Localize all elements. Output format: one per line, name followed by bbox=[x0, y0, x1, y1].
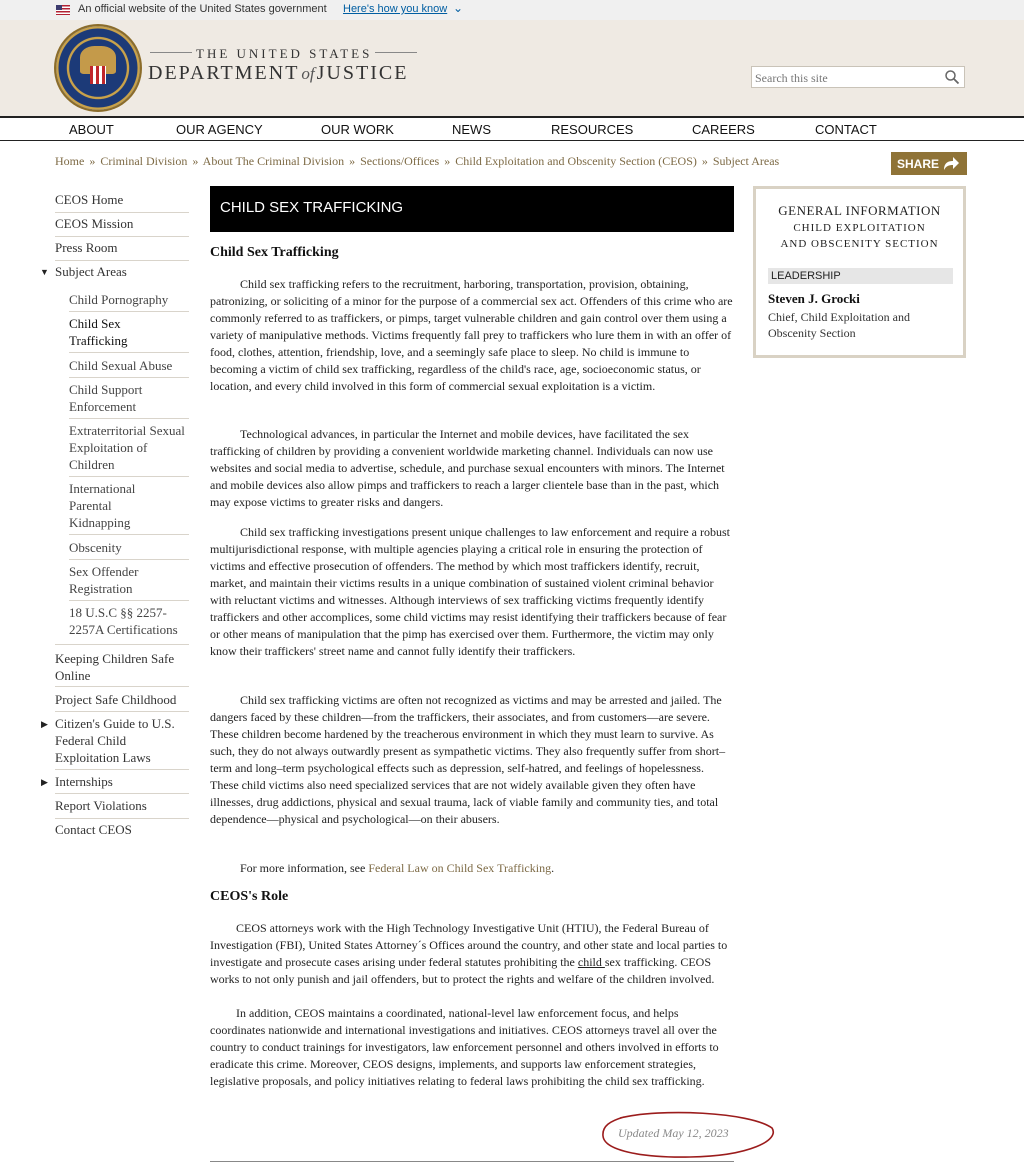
sidebar-divider bbox=[69, 534, 189, 535]
breadcrumb-separator: » bbox=[701, 154, 708, 168]
breadcrumb-about-criminal-division[interactable]: About The Criminal Division bbox=[202, 154, 345, 168]
sidebar-sub-2257-certifications[interactable]: 18 U.S.C §§ 2257-2257A Certifications bbox=[69, 605, 178, 637]
sidebar-item-citizens-guide[interactable]: Citizen's Guide to U.S. Federal Child Exploitation Laws bbox=[55, 716, 175, 765]
nav-resources[interactable]: RESOURCES bbox=[551, 122, 634, 137]
nav-our-work[interactable]: OUR WORK bbox=[321, 122, 394, 137]
breadcrumb-ceos[interactable]: Child Exploitation and Obscenity Section (CEOS) bbox=[455, 154, 697, 168]
breadcrumb-subject-areas[interactable]: Subject Areas bbox=[712, 154, 780, 168]
sidebar-sub-sex-offender-registration[interactable]: Sex Offender Registration bbox=[69, 564, 139, 596]
gov-banner-text: An official website of the United States government bbox=[78, 3, 327, 15]
search-input[interactable] bbox=[753, 68, 937, 88]
chevron-down-icon[interactable]: ⌄ bbox=[453, 1, 464, 15]
sidebar-item-ceos-home[interactable]: CEOS Home bbox=[55, 192, 124, 207]
doj-seal-logo[interactable] bbox=[56, 26, 140, 110]
gov-banner bbox=[0, 0, 1024, 20]
main-nav bbox=[0, 116, 1024, 141]
leadership-label: LEADERSHIP bbox=[768, 268, 953, 284]
triangle-right-icon[interactable]: ▶ bbox=[41, 777, 48, 787]
sidebar-divider bbox=[55, 644, 189, 645]
breadcrumb-separator: » bbox=[349, 154, 356, 168]
sidebar-item-subject-areas[interactable]: Subject Areas bbox=[55, 264, 127, 279]
sidebar-sub-child-pornography[interactable]: Child Pornography bbox=[69, 292, 169, 307]
title-rule-left bbox=[150, 52, 192, 53]
sidebar-sub-extraterritorial[interactable]: Extraterritorial Sexual Exploitation of Children bbox=[69, 423, 185, 472]
site-title-top: THE UNITED STATES bbox=[196, 46, 373, 61]
paragraph-text: In addition, CEOS maintains a coordinated, national-level law enforcement focus, and helps coordinates nationwide and international investigations and initiatives. CEOS attorneys travel all over the country to conduct trainings for investigators, law enforcement personnel and others involved in efforts to eradicate this crime. Moreover, CEOS designs, implements, and supports law enforcement strategies, legislative proposals, and policy initiatives relating to federal laws prohibiting the child sex trafficking. bbox=[210, 1006, 719, 1088]
breadcrumb-separator: » bbox=[444, 154, 451, 168]
content-bottom-rule bbox=[210, 1161, 734, 1162]
sidebar-divider bbox=[55, 212, 189, 213]
triangle-right-icon[interactable]: ▶ bbox=[41, 719, 48, 729]
share-arrow-icon bbox=[941, 155, 961, 172]
nav-news[interactable]: NEWS bbox=[452, 122, 491, 137]
sidebar-divider bbox=[69, 559, 189, 560]
paragraph-text: sex trafficking. CEOS works to not only punish and jail offenders, but to protect the rights and welfare of the children involved. bbox=[210, 955, 715, 986]
paragraph-more-info bbox=[210, 860, 734, 877]
breadcrumb-separator: » bbox=[192, 154, 199, 168]
share-button[interactable] bbox=[891, 152, 967, 175]
seal-shield bbox=[90, 66, 106, 84]
general-information-box bbox=[753, 186, 966, 358]
paragraph-ceos-role bbox=[210, 920, 734, 988]
sidebar-sub-child-sexual-abuse[interactable]: Child Sexual Abuse bbox=[69, 358, 173, 373]
sidebar-item-keeping-children-safe[interactable]: Keeping Children Safe Online bbox=[55, 651, 175, 683]
paragraph-text: Technological advances, in particular the Internet and mobile devices, have facilitated the sex trafficking of children by providing a convenient worldwide marketing channel. Individuals can now use websites and social media to advertise, schedule, and purchase sexual encounters with minors. The Internet and mobile devices also allow pimps and traffickers to reach a larger clientele base than in the past, which may expose victims to greater risks and dangers. bbox=[210, 427, 725, 509]
breadcrumb-criminal-division[interactable]: Criminal Division bbox=[100, 154, 188, 168]
sidebar-item-ceos-mission[interactable]: CEOS Mission bbox=[55, 216, 134, 231]
sidebar-sub-obscenity[interactable]: Obscenity bbox=[69, 540, 122, 555]
paragraph-text: CEOS attorneys work with the High Technology Investigative Unit (HTIU), the Federal Bureau of Investigation (FBI), United States Attorney´s Offices around the country, and other state and local parties to investigate and prosecute cases arising under federal statutes prohibiting the bbox=[210, 921, 728, 969]
sidebar-divider bbox=[69, 311, 189, 312]
sidebar-item-internships[interactable]: Internships bbox=[55, 774, 113, 789]
breadcrumb-separator: » bbox=[89, 154, 96, 168]
red-annotation-circle bbox=[600, 1110, 778, 1160]
paragraph-ceos-addition bbox=[210, 1005, 734, 1090]
sidebar-divider bbox=[69, 600, 189, 601]
more-info-prefix: For more information, see bbox=[240, 861, 369, 875]
sidebar-divider bbox=[55, 793, 189, 794]
search-icon[interactable] bbox=[944, 69, 960, 85]
title-rule-right bbox=[375, 52, 417, 53]
sidebar-divider bbox=[69, 418, 189, 419]
sidebar-item-press-room[interactable]: Press Room bbox=[55, 240, 118, 255]
paragraph-victims bbox=[210, 692, 734, 828]
leader-name: Steven J. Grocki bbox=[768, 291, 860, 306]
nav-careers[interactable]: CAREERS bbox=[692, 122, 755, 137]
sidebar-item-project-safe-childhood[interactable]: Project Safe Childhood bbox=[55, 692, 177, 707]
sidebar-sub-child-support-enforcement[interactable]: Child Support Enforcement bbox=[69, 382, 143, 414]
site-title[interactable] bbox=[148, 62, 408, 85]
breadcrumb bbox=[55, 154, 875, 169]
sidebar-divider bbox=[55, 769, 189, 770]
page-title-bar bbox=[210, 186, 734, 232]
triangle-down-icon[interactable]: ▼ bbox=[40, 267, 49, 277]
site-title-department: DEPARTMENT bbox=[148, 62, 300, 84]
more-info-suffix: . bbox=[551, 861, 555, 875]
updated-date: Updated May 12, 2023 bbox=[618, 1126, 729, 1140]
paragraph-text: Child sex trafficking investigations present unique challenges to law enforcement and require a robust multijurisdictional response, with multiple agencies playing a critical role in ensuring the protection of victims and effective prosecution of offenders. The method by which most traffickers identify, recruit, market, and maintain their victims results in a unique combination of sustained violent criminal behavior with reluctant victims and witnesses. Although interviews of sex trafficking victims frequently identify traffickers and other accomplices, some child victims may resist identifying their traffickers because of fear or other means of manipulation that the pimp has exercised over them. Furthermore, the victim may only know their traffickers' street name and cannot fully identify their traffickers. bbox=[210, 525, 730, 658]
site-title-justice: JUSTICE bbox=[316, 62, 409, 84]
nav-our-agency[interactable]: OUR AGENCY bbox=[176, 122, 263, 137]
paragraph-definition bbox=[210, 276, 734, 395]
sidebar-item-contact-ceos[interactable]: Contact CEOS bbox=[55, 822, 132, 837]
site-title-of: of bbox=[301, 64, 315, 83]
section-heading-child-sex-trafficking: Child Sex Trafficking bbox=[210, 245, 339, 260]
leader-role: Chief, Child Exploitation and Obscenity Section bbox=[768, 310, 910, 340]
federal-law-link[interactable]: Federal Law on Child Sex Trafficking bbox=[368, 861, 552, 875]
sidebar-sub-child-sex-trafficking[interactable]: Child Sex Trafficking bbox=[69, 316, 128, 348]
paragraph-text: Child sex trafficking refers to the recruitment, harboring, transportation, provision, obtaining, patronizing, or soliciting of a minor for the purpose of a commercial sex act. Offenders of this crime who are commonly referred to as traffickers, or pimps, target vulnerable children and gain control over them using a variety of manipulative methods. Victims frequently fall prey to traffickers who lure them in with an offer of food, clothes, attention, friendship, love, and a seemingly safe place to sleep. No child is immune to becoming a victim of child sex trafficking, regardless of the child's race, age, socioeconomic status, or location, and every child involved in this form of commercial sexual exploitation is a victim. bbox=[210, 277, 733, 393]
page-title: CHILD SEX TRAFFICKING bbox=[220, 199, 404, 216]
heres-how-you-know-link[interactable]: Here's how you know bbox=[343, 3, 448, 15]
site-header bbox=[0, 20, 1024, 116]
sidebar-divider bbox=[55, 686, 189, 687]
nav-about[interactable]: ABOUT bbox=[69, 122, 114, 137]
sidebar-divider bbox=[69, 352, 189, 353]
search-box bbox=[751, 66, 965, 88]
breadcrumb-sections-offices[interactable]: Sections/Offices bbox=[360, 154, 440, 168]
sidebar-divider bbox=[69, 476, 189, 477]
paragraph-text: Child sex trafficking victims are often not recognized as victims and may be arrested and jailed. The dangers faced by these children—from the traffickers, their associates, and from customers—are severe. These children become hardened by the treacherous environment in which they must learn to survive. As such, they do not always outwardly present as sympathetic victims. They also frequently suffer from short–term and long–term psychological effects such as depression, self-hatred, and feelings of hopelessness. These child victims also need specialized services that are not widely available given they often have illnesses, drug addictions, physical and sexual trauma, lack of viable family and community ties, and total dependence—physical and psychological—on their abusers. bbox=[210, 693, 726, 826]
child-underlined: child bbox=[577, 955, 605, 969]
sidebar-divider bbox=[55, 236, 189, 237]
paragraph-technology bbox=[210, 426, 734, 511]
sidebar-divider bbox=[55, 818, 189, 819]
sidebar-sub-international-parental-kidnapping[interactable]: International Parental Kidnapping bbox=[69, 481, 136, 530]
info-title: GENERAL INFORMATION bbox=[778, 203, 941, 218]
nav-contact[interactable]: CONTACT bbox=[815, 122, 877, 137]
us-flag-icon bbox=[56, 5, 70, 15]
sidebar-divider bbox=[69, 377, 189, 378]
share-label: SHARE bbox=[897, 156, 940, 171]
sidebar-item-report-violations[interactable]: Report Violations bbox=[55, 798, 147, 813]
info-subtitle-2: AND OBSCENITY SECTION bbox=[780, 238, 939, 250]
paragraph-investigations bbox=[210, 524, 734, 660]
sidebar-divider bbox=[55, 711, 189, 712]
info-subtitle-1: CHILD EXPLOITATION bbox=[793, 222, 926, 234]
sidebar-divider bbox=[55, 260, 189, 261]
breadcrumb-home[interactable]: Home bbox=[55, 154, 85, 168]
section-heading-ceos-role: CEOS's Role bbox=[210, 889, 289, 904]
